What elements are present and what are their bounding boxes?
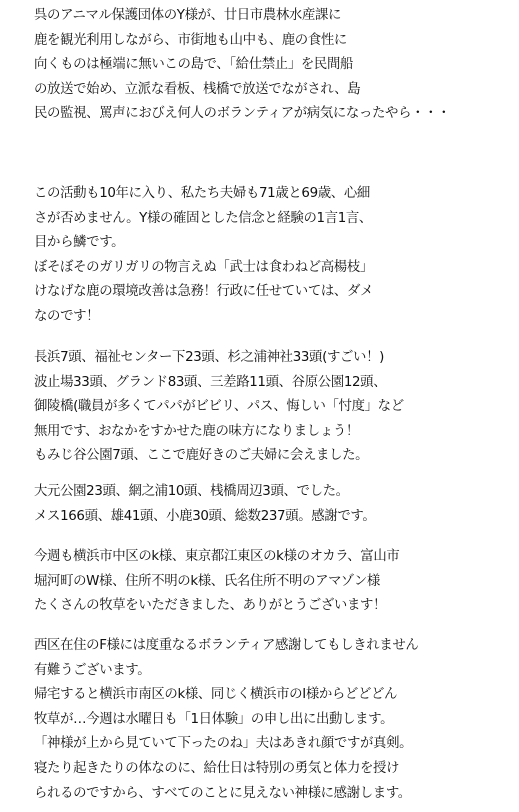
text-line: 目から鱗です。	[34, 235, 125, 251]
text-line: 長浜7頭、福祉センター下23頭、杉之浦神社33頭(すごい！)	[34, 350, 384, 365]
text-line: 波止場33頭、グランド83頭、三差路11頭、谷原公園12頭、	[34, 374, 387, 390]
text-line: 有難うございます。	[34, 662, 151, 678]
text-line: メス166頭、雄41頭、小鹿30頭、総数237頭。感謝です。	[34, 508, 376, 524]
text-line: もみじ谷公園7頭、ここで鹿好きのご夫婦に会えました。	[34, 448, 369, 464]
text-line: 西区在住のF様には度重なるボランティア感謝してもしきれません	[34, 638, 419, 653]
text-line: 牧草が…今週は水曜日も「1日体験」の申し出に出動します。	[34, 711, 394, 727]
text-line: ぼそぼそのガリガリの物言えぬ「武士は食わねど高楊枝」	[34, 259, 373, 275]
text-line: 帰宅すると横浜市南区のk様、同じく横浜市のI様からどどどん	[34, 687, 398, 703]
text-line: なのです！	[34, 308, 100, 324]
paragraph-totals	[34, 480, 514, 529]
text-line: 無用です、おなかをすかせた鹿の味方になりましょう！	[34, 423, 359, 439]
text-line: けなげな鹿の環境改善は急務！行政に任せていては、ダメ	[34, 284, 374, 300]
text-line: 寝たり起きたりの体なのに、給仕日は特別の勇気と体力を授け	[34, 760, 400, 776]
text-line: 堀河町のW様、住所不明のk様、氏名住所不明のアマゾン様	[34, 573, 380, 589]
text-line: 向くものは極端に無いこの島で、「給仕禁止」を民間船	[34, 57, 354, 73]
text-line: 大元公園23頭、網之浦10頭、桟橋周辺3頭、でした。	[34, 484, 349, 499]
paragraph-thanks	[34, 634, 514, 806]
paragraph-activity	[34, 182, 514, 330]
text-line: たくさんの牧草をいただきました、ありがとうございます！	[34, 598, 387, 614]
text-line: の放送で始め、立派な看板、桟橋で放送でながされ、島	[34, 81, 361, 97]
text-line: 呉のアニマル保護団体のY様が、廿日市農林水産課に	[34, 8, 342, 23]
text-line: 鹿を観光利用しながら、市街地も山中も、鹿の食性に	[34, 32, 347, 48]
paragraph-deer-counts	[34, 346, 514, 469]
text-line: られるのですから、すべてのことに見えない神様に感謝します。	[34, 785, 411, 801]
text-line: 民の監視、罵声におびえ何人のボランティアが病気になったやら・・・	[34, 106, 451, 122]
paragraph-donations	[34, 545, 514, 619]
text-line: 「神様が上から見ていて下ったのね」夫はあきれ顔ですが真剣。	[34, 736, 413, 752]
text-line: さが否めません。Y様の確固とした信念と経験の1言1言、	[34, 210, 372, 226]
text-line: 今週も横浜市中区のk様、東京都江東区のk様のオカラ、富山市	[34, 549, 400, 564]
paragraph-intro	[34, 4, 514, 127]
text-line: この活動も10年に入り、私たち夫婦も71歳と69歳、心細	[34, 186, 370, 201]
text-line: 御陵橋(職員が多くてパパがビビリ、パス、悔しい「忖度」など	[34, 399, 404, 415]
